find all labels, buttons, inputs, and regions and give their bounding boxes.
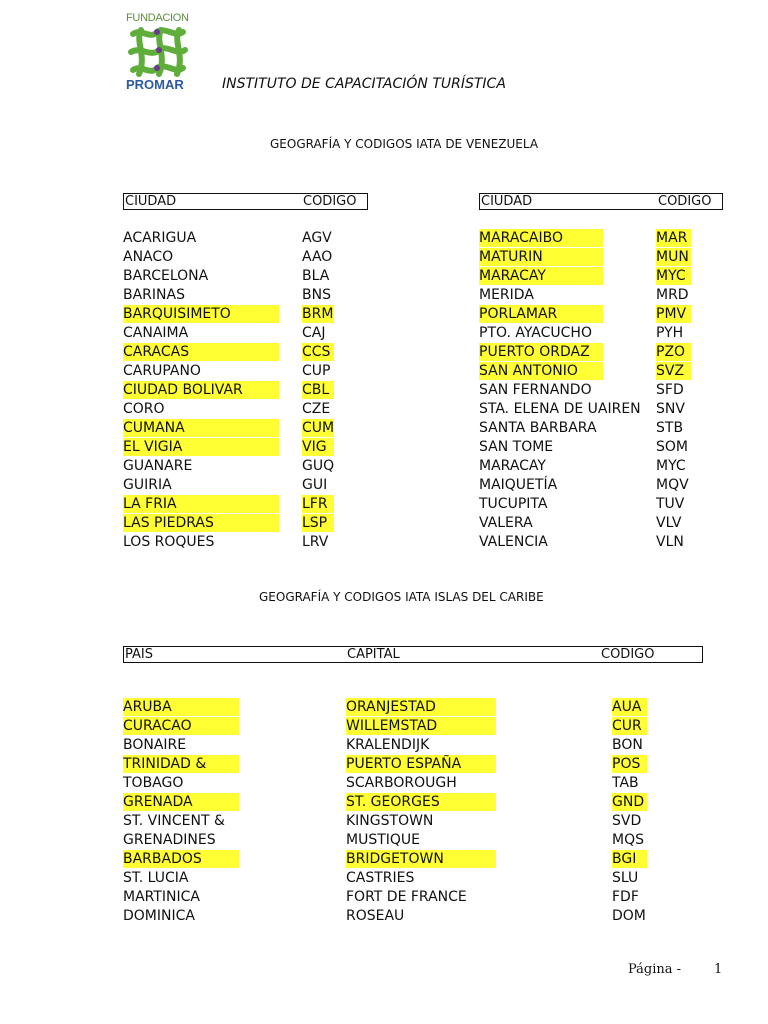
table-row [123,438,368,456]
table-row [123,343,368,361]
city-cell: ANACO [123,249,174,265]
table-row [123,381,368,399]
code-cell: PYH [656,325,684,341]
country-cell: BARBADOS [123,850,239,868]
venezuela-heading: GEOGRAFÍA Y CODIGOS IATA DE VENEZUELA [270,137,539,151]
table-row [479,400,723,418]
caribe-header [123,646,703,663]
table-row [123,869,703,887]
col-country-label: PAIS [125,647,153,662]
code-cell: TAB [612,775,639,791]
code-cell: MUN [656,248,691,266]
country-cell: GRENADINES [123,832,216,848]
code-cell: PMV [656,305,691,323]
code-cell: SVZ [656,362,691,380]
table-row [123,755,703,773]
table-row [123,907,703,925]
table-row [123,362,368,380]
city-cell: SAN FERNANDO [479,382,592,398]
code-cell: GUQ [302,458,335,474]
table-row [123,305,368,323]
table-row [123,888,703,906]
capital-cell: KRALENDIJK [346,737,430,753]
country-cell: TRINIDAD & [123,755,239,773]
institute-title: INSTITUTO DE CAPACITACIÓN TURÍSTICA [222,76,506,92]
city-cell: LOS ROQUES [123,534,215,550]
table-row [123,457,368,475]
code-cell: TUV [656,496,685,512]
code-cell: CCS [302,343,334,361]
code-cell: GUI [302,477,328,493]
caribe-heading: GEOGRAFÍA Y CODIGOS IATA ISLAS DEL CARIBE [259,590,544,604]
code-cell: CUR [612,717,647,735]
city-cell: CUMANA [123,419,279,437]
city-cell: BARCELONA [123,268,209,284]
table-row [123,248,368,266]
city-cell: PUERTO ORDAZ [479,343,603,361]
code-cell: VLN [656,534,684,550]
capital-cell: FORT DE FRANCE [346,889,467,905]
table-row [123,533,368,551]
capital-cell: KINGSTOWN [346,813,434,829]
city-cell: LAS PIEDRAS [123,514,279,532]
code-cell: BON [612,737,643,753]
code-cell: AAO [302,249,333,265]
page-label: Página - [628,962,682,977]
code-cell: MAR [656,229,691,247]
table-row [479,286,723,304]
code-cell: CUM [302,420,335,436]
city-cell: ACARIGUA [123,230,197,246]
table-row [123,495,368,513]
capital-cell: BRIDGETOWN [346,850,496,868]
table-row [123,514,368,532]
table-row [479,324,723,342]
code-cell: MYC [656,267,691,285]
capital-cell: ROSEAU [346,908,405,924]
city-cell: MARACAIBO [479,229,603,247]
city-cell: CIUDAD BOLIVAR [123,381,279,399]
table-row [479,362,723,380]
city-cell: SAN TOME [479,439,554,455]
city-cell: PTO. AYACUCHO [479,325,592,341]
city-cell: CARACAS [123,343,279,361]
table-row [479,305,723,323]
code-cell: MRD [656,287,689,303]
code-cell: MQV [656,477,689,493]
city-cell: GUIRIA [123,477,172,493]
city-cell: SANTA BARBARA [479,420,597,436]
code-cell: SOM [656,439,688,455]
code-cell: DOM [612,908,646,924]
code-cell: FDF [612,889,639,905]
table-row [479,514,723,532]
city-cell: BARQUISIMETO [123,305,279,323]
code-cell: GND [612,793,647,811]
table-row [123,229,368,247]
code-cell: LSP [302,514,334,532]
page-number: 1 [714,962,723,977]
table-row [123,736,703,754]
table-row [123,324,368,342]
code-cell: AGV [302,230,332,246]
country-cell: ARUBA [123,698,239,716]
code-cell: SVD [612,813,642,829]
table-row [123,286,368,304]
city-cell: MATURIN [479,248,603,266]
code-cell: MYC [656,458,686,474]
code-cell: LRV [302,534,329,550]
col-capital-label: CAPITAL [347,647,400,662]
table-row [479,495,723,513]
table-row [479,419,723,437]
code-cell: BLA [302,268,330,284]
code-cell: BGI [612,850,647,868]
code-cell: BRM [302,306,334,322]
code-cell: VLV [656,515,682,531]
city-cell: MERIDA [479,287,534,303]
capital-cell: CASTRIES [346,870,415,886]
country-cell: ST. LUCIA [123,870,189,886]
table-row [479,476,723,494]
table-row [123,774,703,792]
table-row [479,457,723,475]
code-cell: PZO [656,343,691,361]
code-cell: AUA [612,698,647,716]
city-cell: MARACAY [479,267,603,285]
city-cell: PORLAMAR [479,305,603,323]
col-code-label: CODIGO [303,194,357,209]
table-row [123,831,703,849]
capital-cell: WILLEMSTAD [346,717,496,735]
table-row [479,438,723,456]
logo-top-text: FUNDACION [126,12,189,24]
table-row [123,717,703,735]
fundacion-promar-logo [124,12,196,92]
table-row [479,381,723,399]
table-row [123,793,703,811]
table-row [479,229,723,247]
code-cell: VIG [302,438,334,456]
table-row [479,267,723,285]
country-cell: GRENADA [123,793,239,811]
code-cell: POS [612,755,647,773]
city-cell: TUCUPITA [479,496,548,512]
code-cell: SFD [656,382,684,398]
city-cell: BARINAS [123,287,185,303]
city-cell: VALERA [479,515,533,531]
country-cell: BONAIRE [123,737,187,753]
city-cell: CORO [123,401,165,417]
city-cell: GUANARE [123,458,193,474]
code-cell: MQS [612,832,644,848]
table-row [479,248,723,266]
table-row [123,267,368,285]
globe-grid-icon [127,26,189,78]
code-cell: CAJ [302,325,326,341]
table-row [123,698,703,716]
city-cell: CARUPANO [123,363,201,379]
city-cell: MAIQUETÍA [479,477,558,493]
code-cell: LFR [302,495,334,513]
capital-cell: PUERTO ESPAÑA [346,755,496,773]
table-row [123,419,368,437]
col-code-label: CODIGO [601,647,655,662]
capital-cell: SCARBOROUGH [346,775,457,791]
table-row [123,400,368,418]
venezuela-right-header [479,193,723,210]
city-cell: SAN ANTONIO [479,362,603,380]
city-cell: EL VIGIA [123,438,279,456]
logo-bottom-text: PROMAR [126,77,184,92]
code-cell: SLU [612,870,639,886]
country-cell: DOMINICA [123,908,195,924]
table-row [123,476,368,494]
capital-cell: ST. GEORGES [346,793,496,811]
city-cell: MARACAY [479,458,546,474]
code-cell: CBL [302,381,334,399]
country-cell: TOBAGO [123,775,184,791]
country-cell: CURACAO [123,717,239,735]
table-row [479,533,723,551]
country-cell: ST. VINCENT & [123,813,225,829]
col-code-label: CODIGO [658,194,712,209]
capital-cell: ORANJESTAD [346,698,496,716]
code-cell: CUP [302,363,331,379]
table-row [479,343,723,361]
city-cell: VALENCIA [479,534,548,550]
city-cell: LA FRIA [123,495,279,513]
city-cell: STA. ELENA DE UAIREN [479,401,641,417]
table-row [123,850,703,868]
code-cell: CZE [302,401,331,417]
col-city-label: CIUDAD [481,194,533,209]
city-cell: CANAIMA [123,325,189,341]
code-cell: BNS [302,287,331,303]
code-cell: STB [656,420,684,436]
code-cell: SNV [656,401,685,417]
table-row [123,812,703,830]
country-cell: MARTINICA [123,889,200,905]
venezuela-left-header [123,193,368,210]
capital-cell: MUSTIQUE [346,832,421,848]
col-city-label: CIUDAD [125,194,177,209]
